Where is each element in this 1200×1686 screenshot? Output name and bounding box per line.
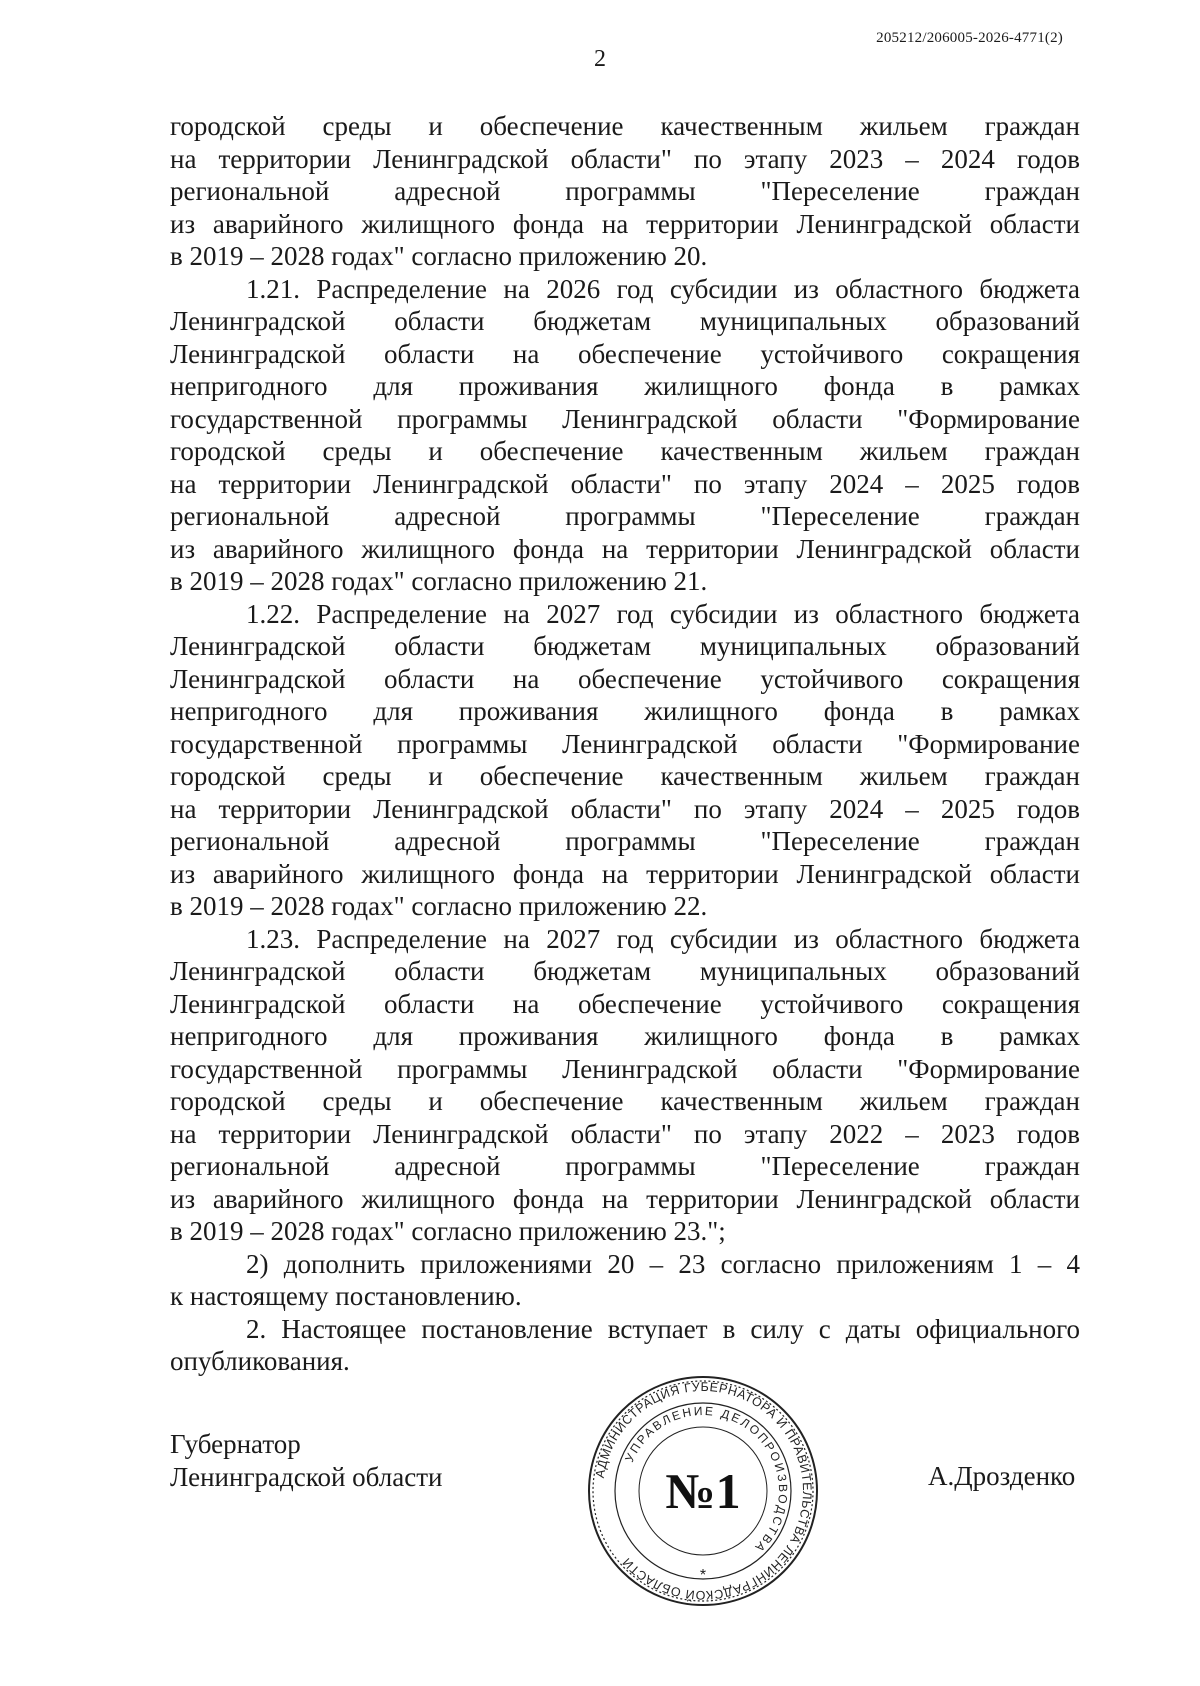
- body-line: на территории Ленинградской области" по этапу 2024 – 2025 годов: [170, 793, 1080, 824]
- body-line: государственной программы Ленинградской области "Формирование: [170, 1053, 1080, 1084]
- body-line: региональной адресной программы "Переселение граждан: [170, 176, 1080, 206]
- body-line: 2) дополнить приложениями 20 – 23 согласно приложениям 1 – 4: [246, 1248, 1080, 1279]
- document-body: [170, 110, 1080, 1378]
- official-seal-stamp: [586, 1374, 820, 1608]
- body-line: 1.23. Распределение на 2027 год субсидии из областного бюджета: [246, 923, 1080, 954]
- body-line: в 2019 – 2028 годах" согласно приложению 21.: [170, 566, 708, 596]
- body-line: в 2019 – 2028 годах" согласно приложению 22.: [170, 891, 708, 921]
- body-line: из аварийного жилищного фонда на территории Ленинградской области: [170, 858, 1080, 889]
- body-line: региональной адресной программы "Переселение граждан: [170, 826, 1080, 856]
- body-line: Ленинградской области на обеспечение устойчивого сокращения: [170, 988, 1080, 1019]
- body-line: Ленинградской области на обеспечение устойчивого сокращения: [170, 338, 1080, 369]
- body-line: государственной программы Ленинградской области "Формирование: [170, 728, 1080, 759]
- body-line: городской среды и обеспечение качественным жильем граждан: [170, 761, 1080, 791]
- body-line: городской среды и обеспечение качественным жильем граждан: [170, 111, 1080, 141]
- body-line: из аварийного жилищного фонда на территории Ленинградской области: [170, 533, 1080, 564]
- body-line: в 2019 – 2028 годах" согласно приложению 23.";: [170, 1216, 726, 1246]
- body-line: городской среды и обеспечение качественным жильем граждан: [170, 436, 1080, 466]
- seal-star: *: [699, 1567, 707, 1584]
- body-line: 1.21. Распределение на 2026 год субсидии из областного бюджета: [246, 273, 1080, 304]
- body-line: из аварийного жилищного фонда на территории Ленинградской области: [170, 208, 1080, 239]
- body-line: городской среды и обеспечение качественным жильем граждан: [170, 1086, 1080, 1116]
- seal-inner-text: УПРАВЛЕНИЕ ДЕЛОПРОИЗВОДСТВА: [622, 1403, 791, 1557]
- body-line: Ленинградской области бюджетам муниципальных образований: [170, 306, 1080, 336]
- signatory-title-line1: Губернатор: [170, 1429, 301, 1459]
- body-line: Ленинградской области бюджетам муниципальных образований: [170, 956, 1080, 986]
- body-line: государственной программы Ленинградской области "Формирование: [170, 403, 1080, 434]
- body-line: региональной адресной программы "Переселение граждан: [170, 501, 1080, 531]
- seal-center-number: №1: [665, 1463, 741, 1519]
- body-line: региональной адресной программы "Переселение граждан: [170, 1151, 1080, 1181]
- body-line: 1.22. Распределение на 2027 год субсидии из областного бюджета: [246, 598, 1080, 629]
- body-line: в 2019 – 2028 годах" согласно приложению 20.: [170, 241, 708, 271]
- body-line: непригодного для проживания жилищного фонда в рамках: [170, 371, 1080, 401]
- body-line: на территории Ленинградской области" по этапу 2024 – 2025 годов: [170, 468, 1080, 499]
- body-line: к настоящему постановлению.: [170, 1281, 522, 1311]
- body-line: опубликования.: [170, 1346, 350, 1376]
- body-line: из аварийного жилищного фонда на территории Ленинградской области: [170, 1183, 1080, 1214]
- body-line: Ленинградской области на обеспечение устойчивого сокращения: [170, 663, 1080, 694]
- signatory-title-line2: Ленинградской области: [170, 1462, 443, 1492]
- page-number: 2: [594, 46, 606, 72]
- signatory-name: А.Дрозденко: [928, 1461, 1076, 1491]
- document-registration-number: 205212/206005-2026-4771(2): [876, 30, 1063, 46]
- body-line: на территории Ленинградской области" по этапу 2023 – 2024 годов: [170, 143, 1080, 174]
- seal-graphic: [586, 1374, 820, 1608]
- body-line: непригодного для проживания жилищного фонда в рамках: [170, 1021, 1080, 1051]
- seal-outer-text: АДМИНИСТРАЦИЯ ГУБЕРНАТОРА И ПРАВИТЕЛЬСТВА ЛЕНИНГРАДСКОЙ ОБЛАСТИ: [592, 1379, 815, 1603]
- body-line: Ленинградской области бюджетам муниципальных образований: [170, 631, 1080, 661]
- body-line: 2. Настоящее постановление вступает в силу с даты официального: [246, 1313, 1080, 1344]
- body-line: непригодного для проживания жилищного фонда в рамках: [170, 696, 1080, 726]
- body-line: на территории Ленинградской области" по этапу 2022 – 2023 годов: [170, 1118, 1080, 1149]
- signatory-title: [170, 1428, 442, 1494]
